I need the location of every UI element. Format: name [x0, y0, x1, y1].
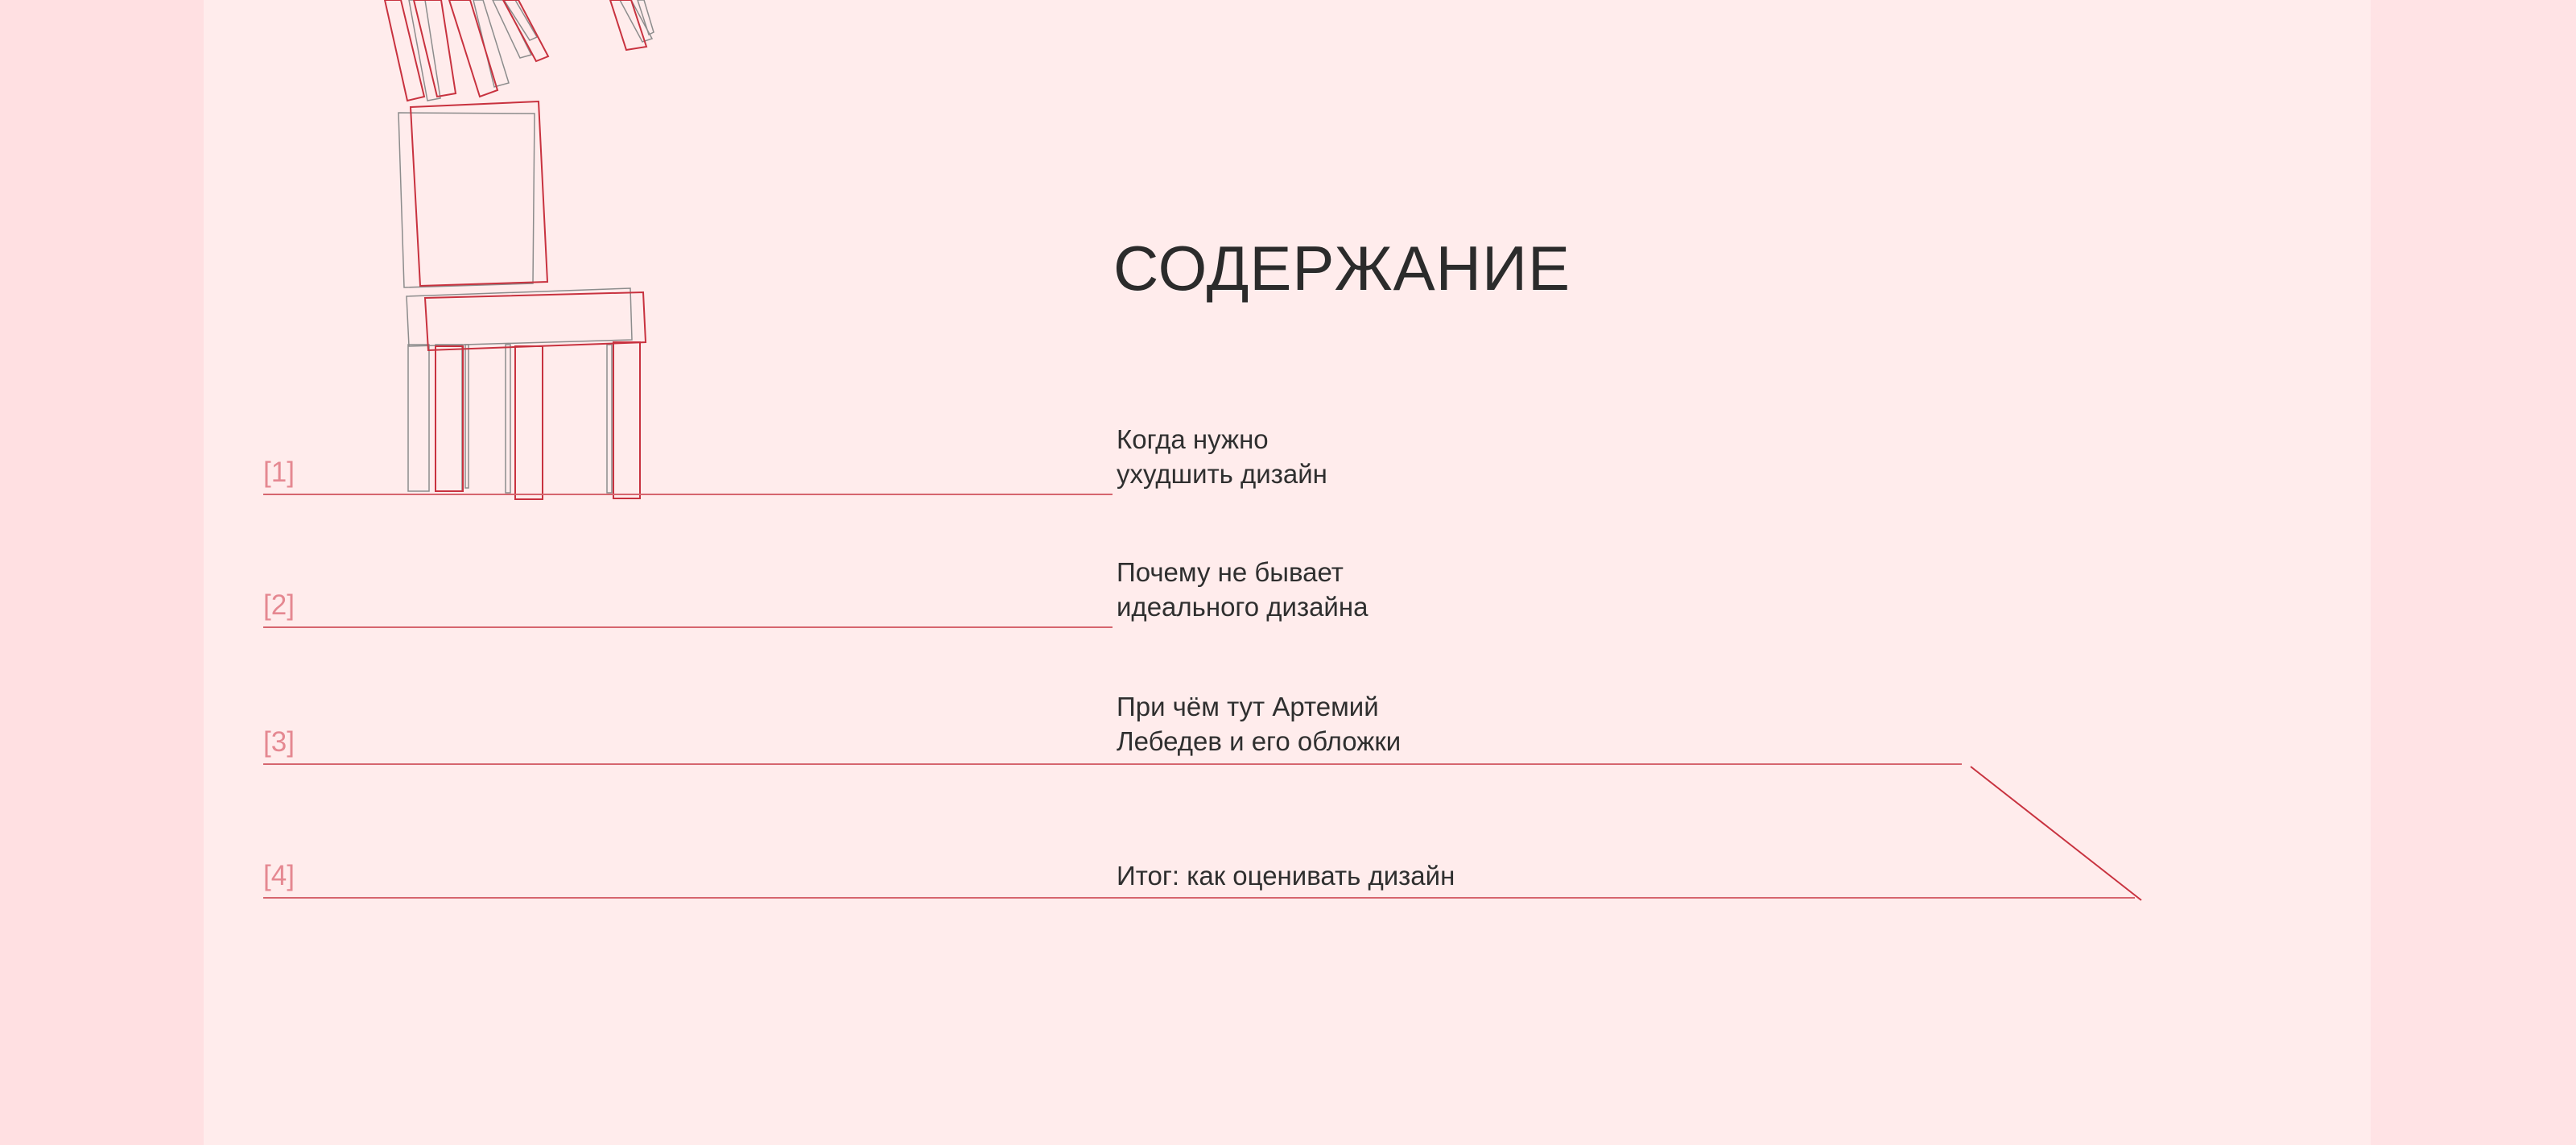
toc-title-line1: Итог: как оценивать дизайн	[1117, 861, 1455, 891]
toc-title-line2: идеального дизайна	[1117, 592, 1368, 622]
toc-number: [1]	[263, 457, 295, 488]
toc-title-line1: Когда нужно	[1117, 424, 1269, 454]
left-margin	[0, 0, 204, 1145]
toc-number: [2]	[263, 589, 295, 621]
page-title: СОДЕРЖАНИЕ	[1113, 233, 1571, 304]
toc-divider	[263, 897, 2135, 899]
toc-divider	[263, 494, 1113, 495]
toc-divider	[263, 626, 1113, 628]
toc-number: [4]	[263, 860, 295, 891]
right-margin	[2371, 0, 2576, 1145]
toc-title-line2: Лебедев и его обложки	[1117, 726, 1402, 756]
toc-number: [3]	[263, 726, 295, 758]
toc-title-line2: ухудшить дизайн	[1117, 459, 1327, 489]
toc-title-line1: Почему не бывает	[1117, 557, 1344, 587]
toc-divider	[263, 763, 1962, 765]
toc-title-line1: При чём тут Артемий	[1117, 692, 1379, 721]
